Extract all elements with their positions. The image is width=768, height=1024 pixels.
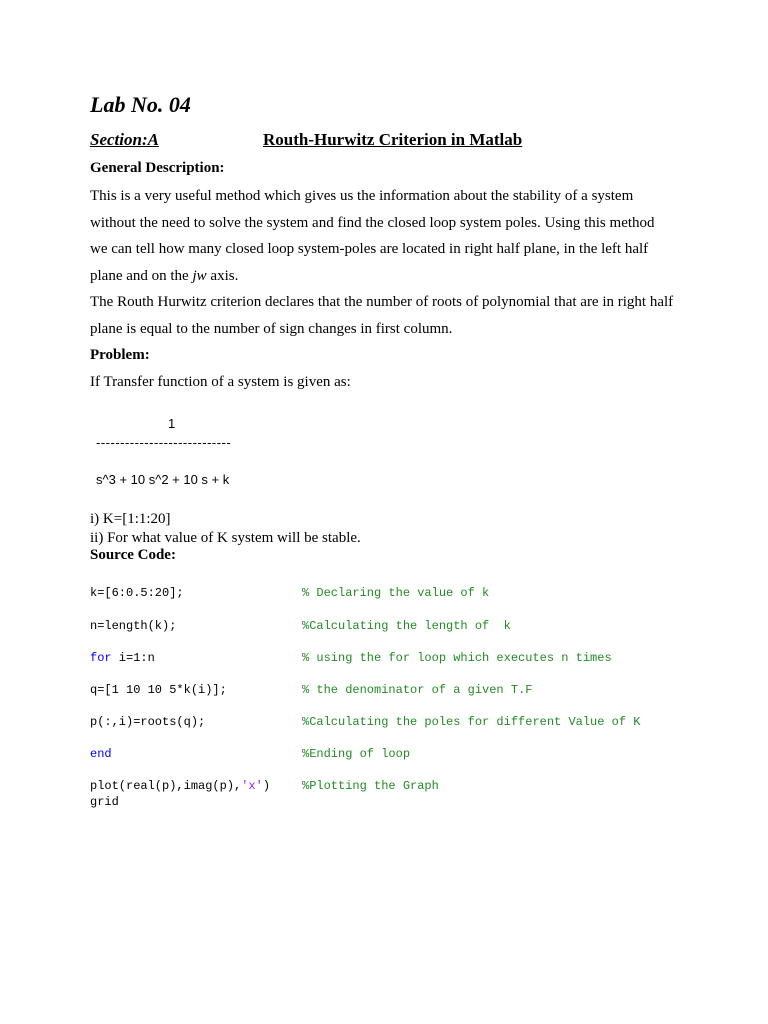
transfer-function-numerator: 1 xyxy=(168,416,176,431)
problem-item-2: ii) For what value of K system will be stable. xyxy=(90,530,361,546)
code-comment: %Calculating the poles for different Value of K xyxy=(302,715,641,729)
code-line: grid xyxy=(90,795,119,809)
problem-heading: Problem: xyxy=(90,347,150,363)
paragraph-line xyxy=(90,263,690,290)
code-comment: % Declaring the value of k xyxy=(302,586,490,600)
paragraph-line: plane is equal to the number of sign changes in first column. xyxy=(90,320,453,337)
code-comment: %Ending of loop xyxy=(302,747,411,761)
paragraph-line: The Routh Hurwitz criterion declares that the number of roots of polynomial that are in right half xyxy=(90,294,674,310)
code-keyword: end xyxy=(90,747,112,761)
code-line: q=[1 10 10 5*k(i)]; xyxy=(90,683,227,697)
code-comment: % using the for loop which executes n times xyxy=(302,651,612,665)
text-segment: plane and on the xyxy=(90,267,193,284)
code-line: n=length(k); xyxy=(90,619,177,633)
code-line xyxy=(90,747,112,761)
code-line: k=[6:0.5:20]; xyxy=(90,586,184,600)
general-description-heading: General Description: xyxy=(90,160,225,176)
code-text: plot(real(p),imag(p), xyxy=(90,779,242,793)
code-comment: %Calculating the length of k xyxy=(302,619,511,633)
transfer-function-bar: ---------------------------- xyxy=(96,435,232,450)
code-text: i=1:n xyxy=(111,651,155,665)
code-line xyxy=(90,651,155,665)
criterion-paragraph xyxy=(90,289,690,342)
paragraph-line: without the need to solve the system and find the closed loop system poles. Using this method xyxy=(90,214,655,231)
problem-intro: If Transfer function of a system is given as: xyxy=(90,374,351,390)
code-line xyxy=(90,779,270,793)
general-description-paragraph xyxy=(90,183,690,289)
code-keyword: for xyxy=(90,651,112,665)
code-comment: %Plotting the Graph xyxy=(302,779,439,793)
text-segment: axis. xyxy=(206,267,239,284)
transfer-function-denominator: s^3 + 10 s^2 + 10 s + k xyxy=(96,472,230,487)
code-text: ) xyxy=(262,779,271,793)
italic-term: jw xyxy=(192,267,207,284)
section-label: Section:A xyxy=(90,130,159,149)
code-string: 'x' xyxy=(241,779,263,793)
lab-title: Lab No. 04 xyxy=(90,92,191,117)
code-line: p(:,i)=roots(q); xyxy=(90,715,206,729)
document-title: Routh-Hurwitz Criterion in Matlab xyxy=(263,130,523,149)
code-comment: % the denominator of a given T.F xyxy=(302,683,533,697)
paragraph-line: we can tell how many closed loop system-poles are located in right half plane, in the left half xyxy=(90,241,649,257)
paragraph-line: This is a very useful method which gives us the information about the stability of a system xyxy=(90,188,634,204)
problem-item-1: i) K=[1:1:20] xyxy=(90,511,171,527)
source-code-heading: Source Code: xyxy=(90,547,176,563)
